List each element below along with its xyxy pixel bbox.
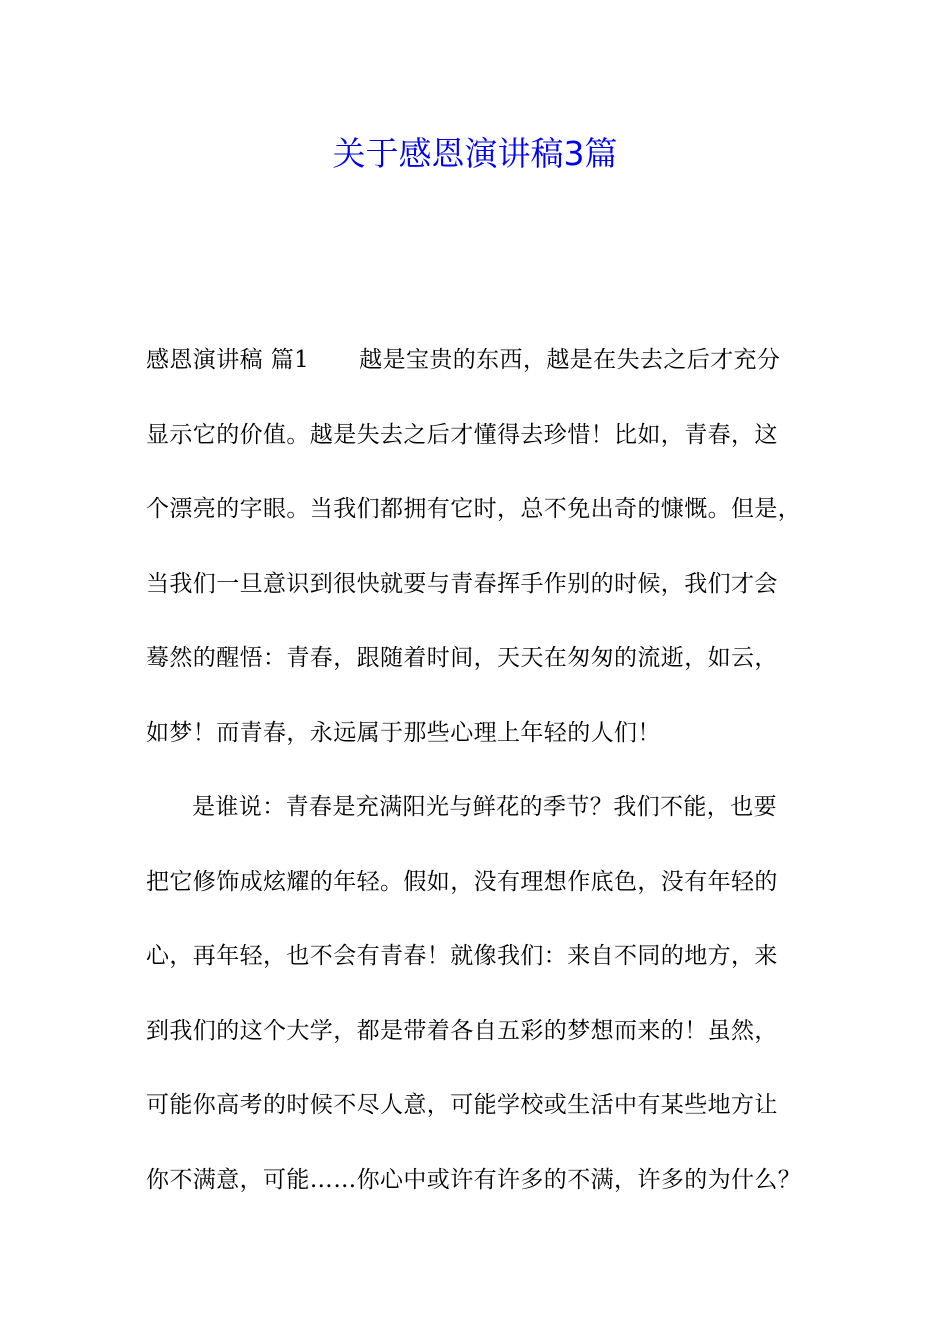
- body-line: 如梦！而青春，永远属于那些心理上年轻的人们！: [146, 720, 661, 746]
- body-line: 到我们的这个大学，都是带着各自五彩的梦想而来的！虽然，: [146, 1018, 778, 1044]
- body-line: 显示它的价值。越是失去之后才懂得去珍惜！比如，青春，这: [146, 422, 778, 448]
- body-line: [146, 340, 846, 380]
- body-line-indented: 是谁说：青春是充满阳光与鲜花的季节？我们不能，也要: [192, 794, 777, 820]
- body-line: 你不满意，可能……你心中或许有许多的不满，许多的为什么？: [146, 1167, 802, 1193]
- page-title: 关于感恩演讲稿3篇: [332, 134, 618, 173]
- body-line: 个漂亮的字眼。当我们都拥有它时，总不免出奇的慷慨。但是，: [146, 496, 802, 522]
- body-line: 当我们一旦意识到很快就要与青春挥手作别的时候，我们才会: [146, 571, 778, 597]
- body-line: 心，再年轻，也不会有青春！就像我们：来自不同的地方，来: [146, 943, 778, 969]
- body-line: 把它修饰成炫耀的年轻。假如，没有理想作底色，没有年轻的: [146, 869, 778, 895]
- body-line-text: 越是宝贵的东西，越是在失去之后才充分: [359, 347, 781, 373]
- section-heading: 感恩演讲稿 篇1: [146, 347, 310, 373]
- body-line: 蓦然的醒悟：青春，跟随着时间，天天在匆匆的流逝，如云，: [146, 645, 778, 671]
- body-line: 可能你高考的时候不尽人意，可能学校或生活中有某些地方让: [146, 1092, 778, 1118]
